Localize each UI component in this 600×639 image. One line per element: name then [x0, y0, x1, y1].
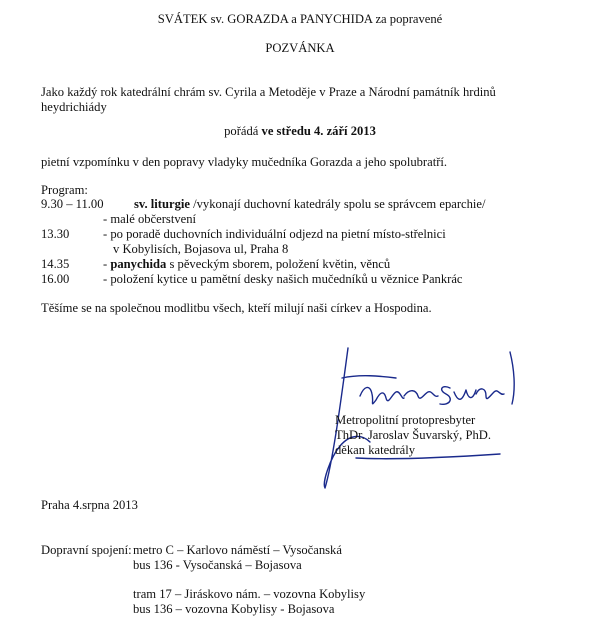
intro-line-1: Jako každý rok katedrální chrám sv. Cyrila a Metoděje v Praze a Národní památník hrdinů [41, 85, 496, 99]
program-time-1: 9.30 – 11.00 [41, 197, 104, 211]
closing-text: Těšíme se na společnou modlitbu všech, kteří milují naši církev a Hospodina. [41, 301, 432, 315]
program-item-3: - po poradě duchovních individuální odjezd na pietní místo-střelnici [103, 227, 446, 241]
program-item-5 [103, 257, 390, 272]
signer-role: Metropolitní protopresbyter [335, 413, 476, 427]
transport-line-2: bus 136 - Vysočanská – Bojasova [133, 558, 302, 572]
transport-line-1: metro C – Karlovo náměstí – Vysočanská [133, 543, 342, 557]
program-item-1 [134, 197, 486, 212]
program-item-6: - položení kytice u pamětní desky našich mučedníků u věznice Pankrác [103, 272, 463, 286]
transport-label: Dopravní spojení: [41, 543, 132, 557]
program-time-6: 16.00 [41, 272, 70, 286]
purpose-text: pietní vzpomínku v den popravy vladyky mučedníka Gorazda a jeho spolubratří. [41, 155, 448, 169]
program-item-1-bold: sv. liturgie [134, 197, 190, 211]
program-item-5-bold: panychida [110, 257, 167, 271]
signer-title: děkan katedrály [335, 443, 416, 457]
program-item-1-text: /vykonají duchovní katedrály spolu se správcem eparchie/ [189, 197, 486, 211]
place-date: Praha 4.srpna 2013 [41, 498, 138, 512]
announcement-prefix: pořádá [224, 124, 262, 138]
signer-name: ThDr. Jaroslav Šuvarský, PhD. [335, 428, 492, 442]
document-title: SVÁTEK sv. GORAZDA a PANYCHIDA za popravené [157, 12, 443, 26]
transport-line-4: bus 136 – vozovna Kobylisy - Bojasova [133, 602, 335, 616]
intro-line-2: heydrichiády [41, 100, 107, 114]
program-time-3: 13.30 [41, 227, 70, 241]
document-subtitle: POZVÁNKA [265, 41, 335, 55]
program-item-4: v Kobylisích, Bojasova ul, Praha 8 [113, 242, 289, 256]
event-date: ve středu 4. září 2013 [261, 124, 376, 138]
program-item-5-text: s pěveckým sborem, položení květin, věnců [166, 257, 391, 271]
announcement [0, 124, 600, 139]
transport-line-3: tram 17 – Jiráskovo nám. – vozovna Kobylisy [133, 587, 366, 601]
program-time-5: 14.35 [41, 257, 70, 271]
program-label: Program: [41, 183, 88, 197]
program-item-5-dash: - [103, 257, 111, 271]
program-item-2: - malé občerstvení [103, 212, 197, 226]
